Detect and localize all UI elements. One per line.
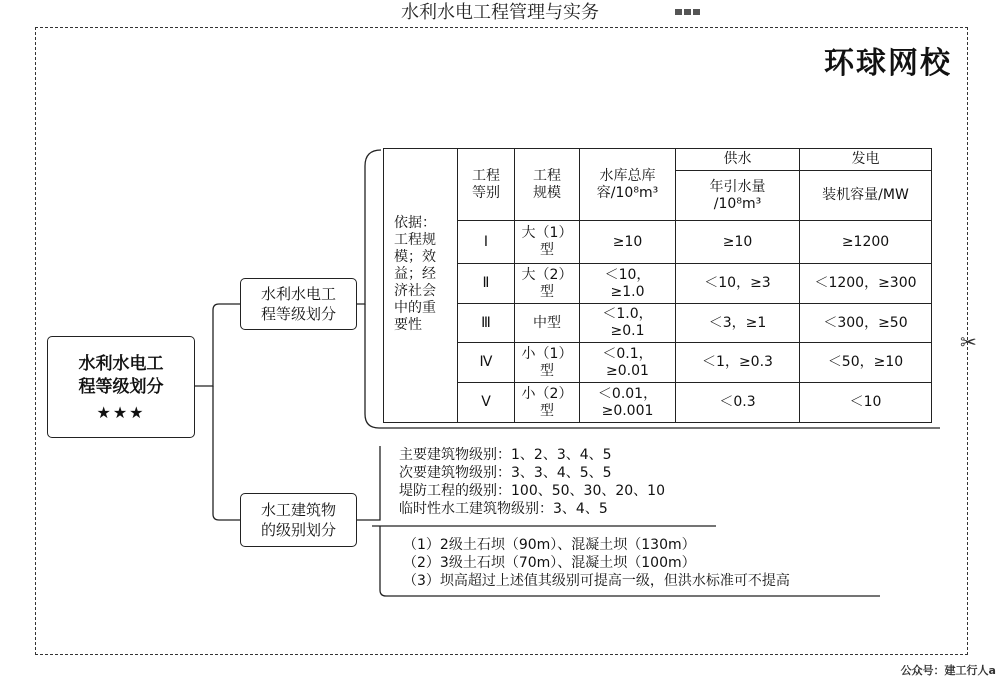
header-line: 水库总库: [599, 167, 656, 184]
header-line: 等别: [472, 184, 500, 201]
list-item: 临时性水工建筑物级别：3、4、5: [399, 501, 608, 517]
header-scale: [515, 149, 580, 221]
header-power-sub: 装机容量/MW: [800, 171, 932, 221]
list-item: 堤防工程的级别：100、50、30、20、10: [399, 483, 665, 499]
cell-grade: Ⅱ: [458, 264, 515, 304]
cell-supply: ＜10，≥3: [676, 264, 800, 304]
note-item: （1）2级土石坝（90m）、混凝土坝（130m）: [403, 537, 696, 553]
page-title: 水利水电工程管理与实务: [401, 2, 599, 23]
branch-label-line: 水利水电工: [260, 285, 336, 303]
header-water-supply-sub: [676, 171, 800, 221]
cell-capacity: [580, 304, 676, 343]
basis-line: 益；经: [394, 266, 436, 282]
header-power: 发电: [800, 149, 932, 171]
cell-grade: Ⅴ: [458, 383, 515, 423]
table-row: [384, 264, 932, 304]
root-title-line: 水利水电工: [78, 353, 164, 374]
header-grade: [458, 149, 515, 221]
importance-stars: ★★★: [96, 402, 146, 422]
grade-standard-table: [383, 148, 932, 423]
branch-label-line: 程等级划分: [260, 305, 336, 323]
table-row: [384, 343, 932, 383]
cell-supply: ＜1，≥0.3: [676, 343, 800, 383]
cell-power: ≥1200: [800, 221, 932, 264]
building-level-list: [399, 446, 665, 518]
table-row: [384, 221, 932, 264]
cell-line: ＜0.01，: [597, 385, 658, 402]
root-title: [79, 353, 164, 399]
cell-line: ≥0.01: [606, 362, 649, 379]
cell-capacity: [580, 343, 676, 383]
cell-supply: ≥10: [676, 221, 800, 264]
header-line: 年引水量: [709, 178, 766, 195]
cell-supply: ＜0.3: [676, 383, 800, 423]
branch-building-level: [240, 493, 357, 547]
header-line: 工程: [472, 167, 500, 184]
basis-line: 济社会: [394, 283, 436, 299]
cell-line: 小（1）: [521, 345, 573, 362]
dam-height-notes: [403, 536, 790, 590]
cell-power: ＜1200，≥300: [800, 264, 932, 304]
list-item: 次要建筑物级别：3、3、4、5、5: [399, 465, 612, 481]
list-item: 主要建筑物级别：1、2、3、4、5: [399, 447, 612, 463]
cell-supply: ＜3，≥1: [676, 304, 800, 343]
cell-power: ＜300，≥50: [800, 304, 932, 343]
cell-scale: [515, 264, 580, 304]
cell-power: ＜50，≥10: [800, 343, 932, 383]
cell-line: 型: [540, 283, 554, 300]
cell-capacity: [580, 264, 676, 304]
basis-cell: [384, 149, 458, 423]
basis-line: 依据：: [394, 215, 436, 231]
basis-line: 工程规: [394, 232, 436, 248]
cell-scale: [515, 383, 580, 423]
cell-line: ≥0.1: [610, 323, 645, 339]
cell-scale: [515, 221, 580, 264]
cell-grade: Ⅲ: [458, 304, 515, 343]
cell-capacity: [580, 383, 676, 423]
root-title-line: 程等级划分: [78, 376, 164, 397]
cell-grade: Ⅳ: [458, 343, 515, 383]
brand-logo: 环球网校: [824, 46, 952, 81]
branch-label-line: 的级别划分: [260, 521, 336, 539]
header-capacity: [580, 149, 676, 221]
header-water-supply: 供水: [676, 149, 800, 171]
header-line: 工程: [533, 167, 561, 184]
cell-scale: 中型: [515, 304, 580, 343]
table-row: [384, 383, 932, 423]
cell-capacity: ≥10: [580, 221, 676, 264]
cell-line: 型: [540, 362, 554, 379]
header-line: 容/10⁸m³: [596, 184, 659, 201]
scissors-icon: ✂: [960, 330, 977, 354]
footer-credit: 公众号：建工行人a: [900, 664, 996, 677]
basis-line: 模；效: [394, 249, 436, 265]
cell-line: ≥0.001: [601, 402, 654, 419]
cell-line: 型: [540, 402, 554, 419]
cell-line: 大（2）: [521, 266, 573, 283]
header-line: 规模: [533, 184, 561, 201]
cell-line: 型: [540, 242, 554, 258]
cell-line: ＜0.1，: [602, 345, 653, 362]
cell-grade: Ⅰ: [458, 221, 515, 264]
note-item: （2）3级土石坝（70m）、混凝土坝（100m）: [403, 555, 696, 571]
basis-line: 要性: [394, 317, 422, 333]
note-item: （3）坝高超过上述值其级别可提高一级，但洪水标准可不提高: [403, 573, 790, 589]
cell-line: ≥1.0: [610, 283, 645, 300]
header-line: /10⁸m³: [713, 195, 762, 212]
root-node: [47, 336, 195, 438]
branch-project-grade: [240, 278, 357, 330]
cell-power: ＜10: [800, 383, 932, 423]
basis-line: 中的重: [394, 300, 436, 316]
cell-line: 大（1）: [521, 225, 573, 241]
cell-line: ＜1.0，: [602, 306, 653, 322]
cell-line: ＜10，: [604, 266, 651, 283]
table-row: [384, 304, 932, 343]
cell-line: 小（2）: [521, 385, 573, 402]
cell-scale: [515, 343, 580, 383]
branch-label-line: 水工建筑物: [260, 501, 336, 519]
